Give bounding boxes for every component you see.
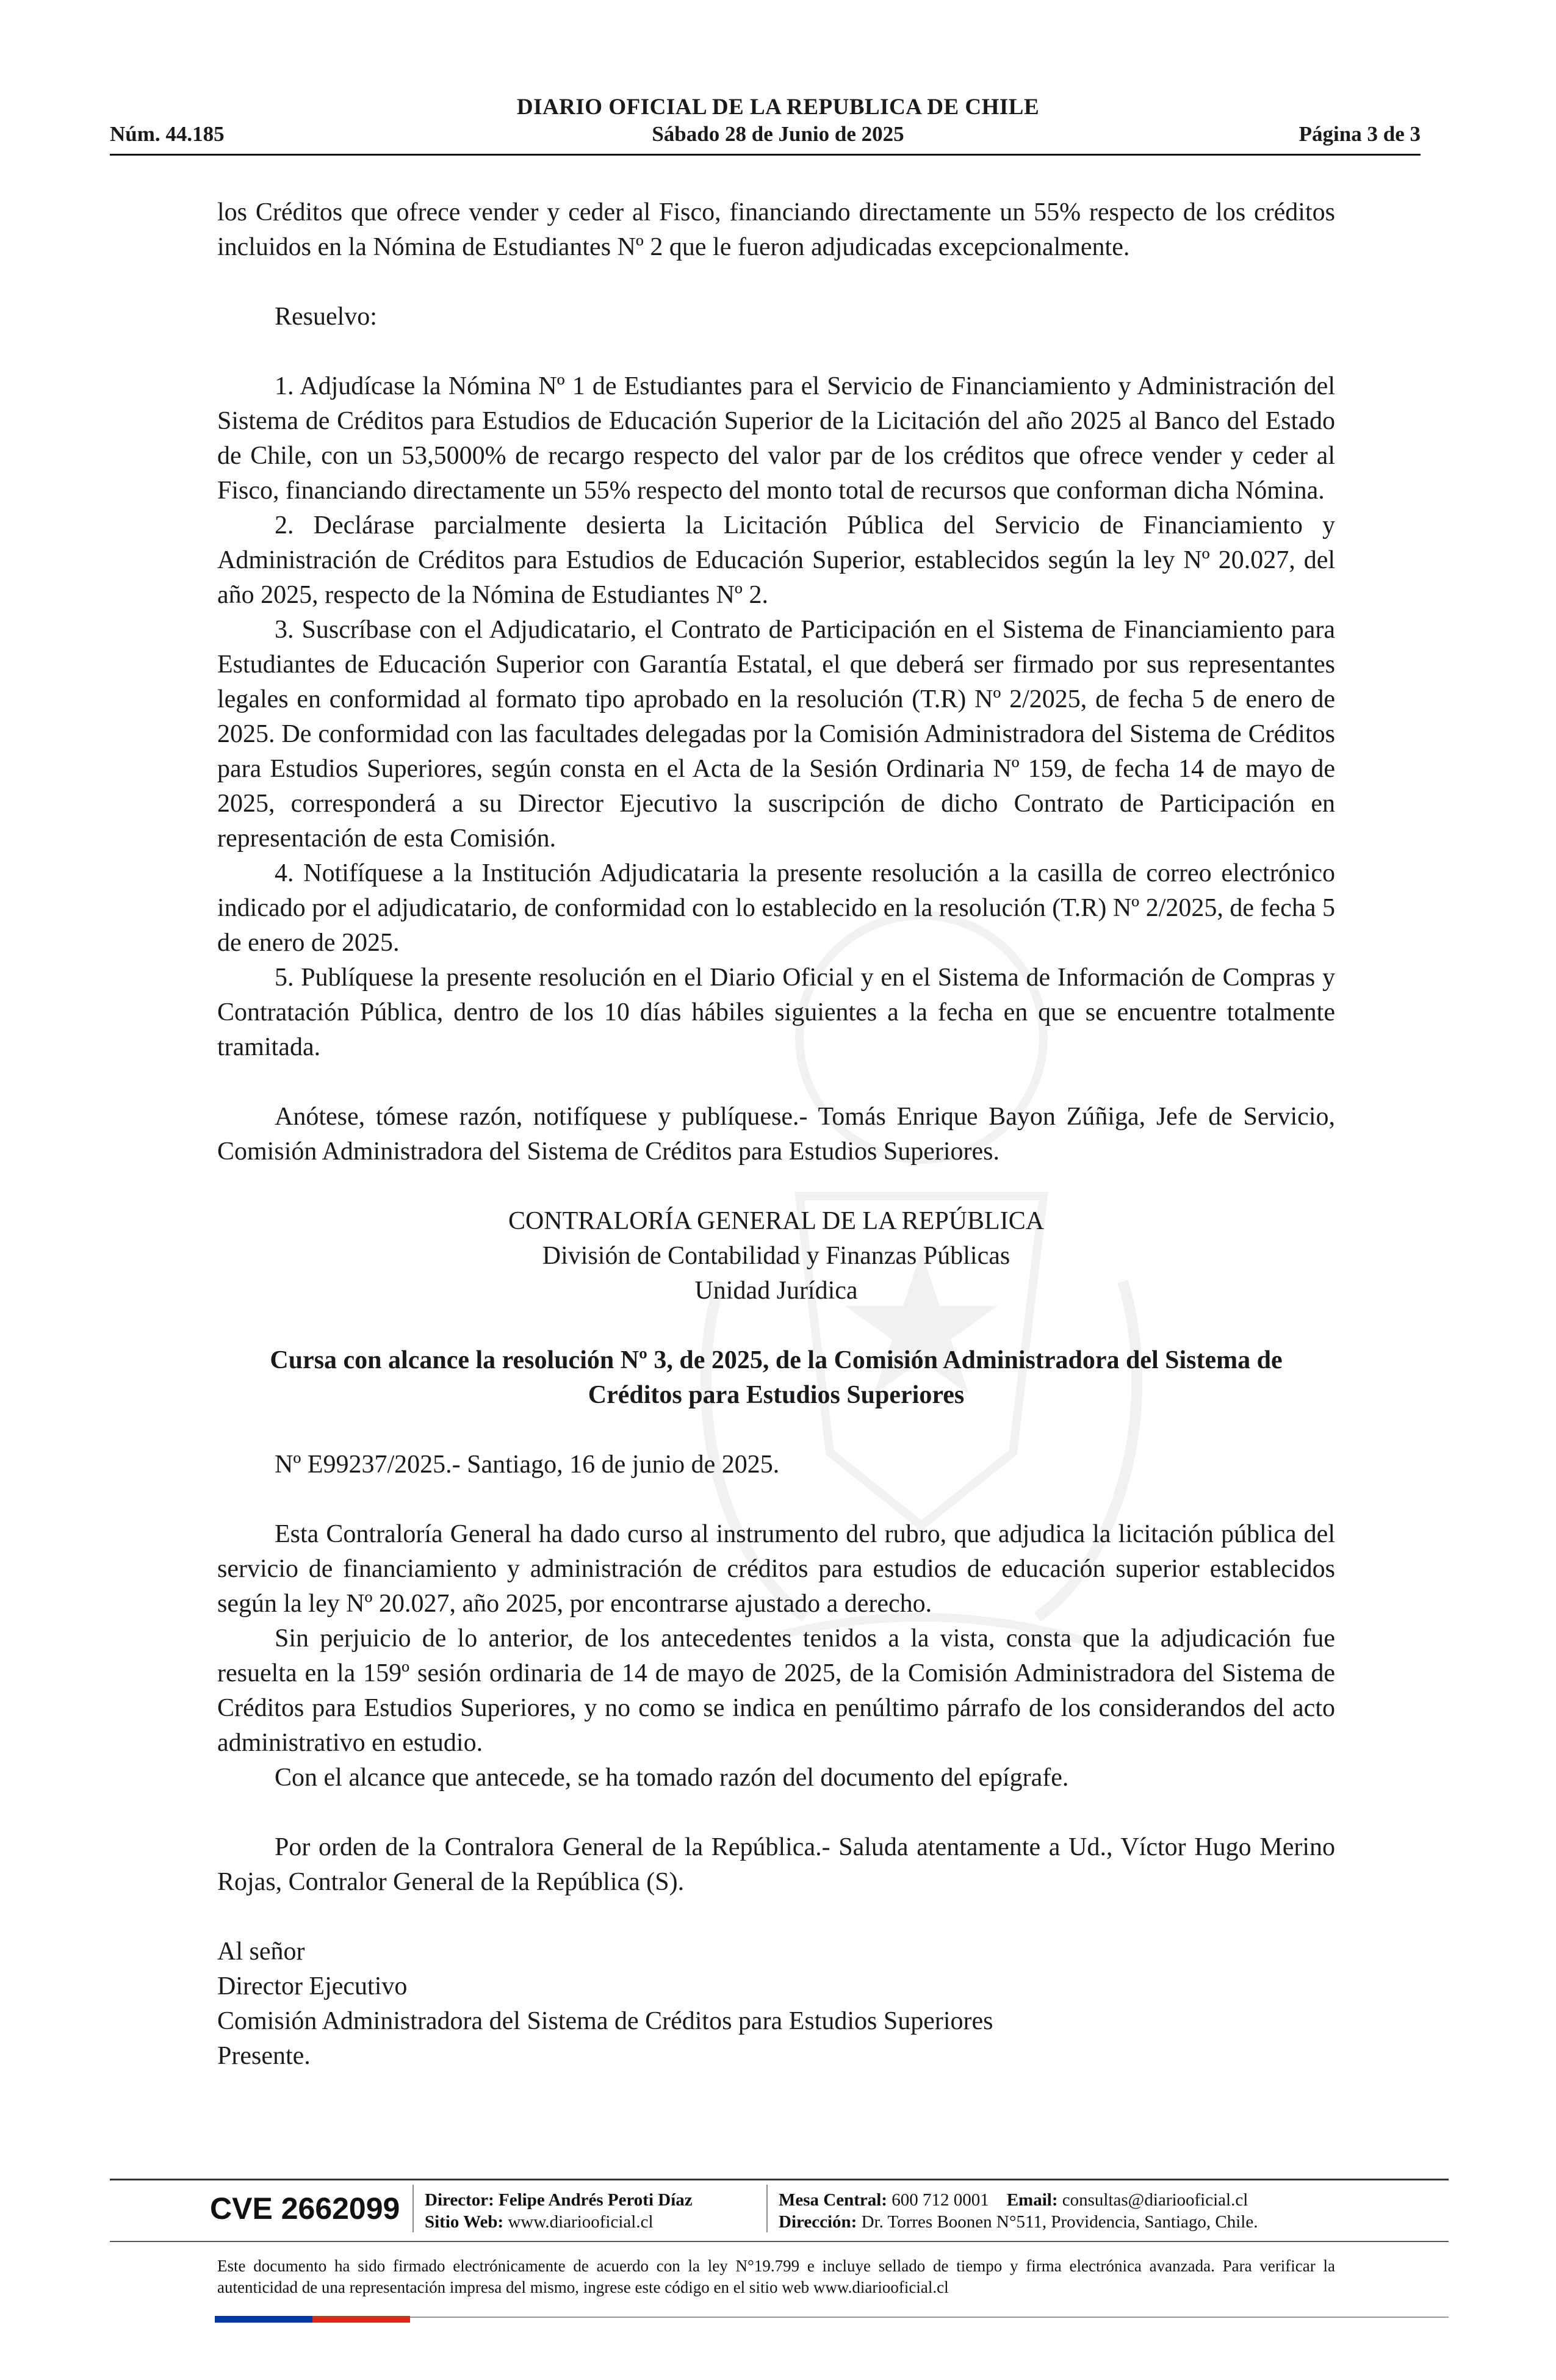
resolution-item-5: 5. Publíquese la presente resolución en el Diario Oficial y en el Sistema de Información de Compras y Contratación Pública, dentro de los 10 días hábiles siguientes a la fecha en que se encuentre totalmente tramitada. bbox=[217, 964, 1335, 1061]
footer-separator bbox=[766, 2185, 768, 2232]
address-line-3: Comisión Administradora del Sistema de Créditos para Estudios Superiores bbox=[217, 2007, 993, 2035]
section-title: Cursa con alcance la resolución Nº 3, de 2025, de la Comisión Administradora del Sistema de Créditos para Estudios Superiores bbox=[270, 1346, 1283, 1409]
resolution-item-1: 1. Adjudícase la Nómina Nº 1 de Estudiantes para el Servicio de Financiamiento y Administración del Sistema de Créditos para Estudios de Educación Superior de la Licitación del año 2025 al Banco del Estado de Chile, con un 53,5000% de recargo respecto del valor par de los créditos que ofrece vender y ceder al Fisco, financiando directamente un 55% respecto del monto total de recursos que conforman dicha Nómina. bbox=[217, 372, 1335, 505]
website-label: Sitio Web: bbox=[425, 2212, 504, 2232]
org-name: CONTRALORÍA GENERAL DE LA REPÚBLICA bbox=[508, 1207, 1045, 1235]
flag-stripe-blue bbox=[215, 2316, 312, 2323]
paragraph-cgr-2: Sin perjuicio de lo anterior, de los antecedentes tenidos a la vista, consta que la adjudicación fue resuelta en la 159º sesión ordinaria de 14 de mayo de 2025, de la Comisión Administradora del Sistema de Créditos para Estudios Superiores, y no como se indica en penúltimo párrafo de los considerandos del acto administrativo en estudio. bbox=[217, 1625, 1335, 1757]
footer-contact-block bbox=[779, 2189, 1258, 2233]
footer-mid-divider bbox=[110, 2241, 1449, 2242]
flag-stripe-red bbox=[312, 2316, 410, 2323]
phone-value: 600 712 0001 bbox=[891, 2190, 989, 2210]
director-label: Director: bbox=[425, 2190, 494, 2210]
closing-paragraph: Anótese, tómese razón, notifíquese y publíquese.- Tomás Enrique Bayon Zúñiga, Jefe de Servicio, Comisión Administradora del Sistema de Créditos para Estudios Superiores. bbox=[217, 1103, 1335, 1166]
director-value: Felipe Andrés Peroti Díaz bbox=[499, 2190, 693, 2210]
phone-label: Mesa Central: bbox=[779, 2190, 887, 2210]
resolution-item-4: 4. Notifíquese a la Institución Adjudicataria la presente resolución a la casilla de correo electrónico indicado por el adjudicatario, de conformidad con lo establecido en la resolución (T.R) Nº 2/2025, de fecha 5 de enero de 2025. bbox=[217, 859, 1335, 957]
electronic-signature-note: Este documento ha sido firmado electrónicamente de acuerdo con la ley N°19.799 e incluye sellado de tiempo y firma electrónica avanzada. Para verificar la autenticidad de una representación impresa del mismo, ingrese este código en el sitio web www.diariooficial.cl bbox=[217, 2257, 1335, 2296]
cve-code: CVE 2662099 bbox=[210, 2191, 400, 2226]
document-body bbox=[217, 195, 1335, 2074]
resuelvo-heading: Resuelvo: bbox=[275, 303, 377, 331]
address-line-2: Director Ejecutivo bbox=[217, 1972, 408, 2000]
footer-director-block bbox=[425, 2189, 693, 2233]
address-line-1: Al señor bbox=[217, 1938, 305, 1966]
footer-separator bbox=[412, 2185, 414, 2232]
header-divider bbox=[110, 154, 1421, 156]
paragraph-intro: los Créditos que ofrece vender y ceder al Fisco, financiando directamente un 55% respecto de los créditos incluidos en la Nómina de Estudiantes Nº 2 que le fueron adjudicadas excepcionalmente. bbox=[217, 198, 1335, 261]
email-link[interactable]: consultas@diariooficial.cl bbox=[1062, 2190, 1248, 2210]
footer-bottom-divider bbox=[410, 2317, 1449, 2318]
address-label: Dirección: bbox=[779, 2212, 857, 2232]
org-division: División de Contabilidad y Finanzas Públicas bbox=[542, 1242, 1010, 1270]
address-line-4: Presente. bbox=[217, 2042, 311, 2070]
address-value: Dr. Torres Boonen N°511, Providencia, Santiago, Chile. bbox=[861, 2212, 1258, 2232]
reference-line: Nº E99237/2025.- Santiago, 16 de junio de 2025. bbox=[275, 1451, 780, 1479]
paragraph-cgr-1: Esta Contraloría General ha dado curso al instrumento del rubro, que adjudica la licitación pública del servicio de financiamiento y administración de créditos para estudios de educación superior establecidos según la ley Nº 20.027, año 2025, por encontrarse ajustado a derecho. bbox=[217, 1520, 1335, 1618]
issue-date: Sábado 28 de Junio de 2025 bbox=[652, 122, 904, 146]
issue-number: Núm. 44.185 bbox=[110, 122, 225, 146]
resolution-item-2: 2. Declárase parcialmente desierta la Licitación Pública del Servicio de Financiamiento y Administración de Créditos para Estudios de Educación Superior, establecidos según la ley Nº 20.027, del año 2025, respecto de la Nómina de Estudiantes Nº 2. bbox=[217, 511, 1335, 609]
website-link[interactable]: www.diariooficial.cl bbox=[508, 2212, 654, 2232]
newspaper-title: DIARIO OFICIAL DE LA REPUBLICA DE CHILE bbox=[516, 95, 1040, 120]
paragraph-cgr-3: Con el alcance que antecede, se ha tomado razón del documento del epígrafe. bbox=[275, 1764, 1069, 1792]
resolution-item-3: 3. Suscríbase con el Adjudicatario, el Contrato de Participación en el Sistema de Financiamiento para Estudiantes de Educación Superior con Garantía Estatal, el que deberá ser firmado por sus representantes legales en conformidad al formato tipo aprobado en la resolución (T.R) Nº 2/2025, de fecha 5 de enero de 2025. De conformidad con las facultades delegadas por la Comisión Administradora del Sistema de Créditos para Estudios Superiores, según consta en el Acta de la Sesión Ordinaria Nº 159, de fecha 14 de mayo de 2025, corresponderá a su Director Ejecutivo la suscripción de dicho Contrato de Participación en representación de esta Comisión. bbox=[217, 616, 1335, 853]
page-indicator: Página 3 de 3 bbox=[1298, 122, 1421, 146]
signature-paragraph: Por orden de la Contralora General de la República.- Saluda atentamente a Ud., Víctor Hugo Merino Rojas, Contralor General de la República (S). bbox=[217, 1833, 1335, 1896]
org-unit: Unidad Jurídica bbox=[694, 1277, 858, 1305]
footer-top-divider bbox=[110, 2179, 1449, 2180]
email-label: Email: bbox=[1006, 2190, 1058, 2210]
